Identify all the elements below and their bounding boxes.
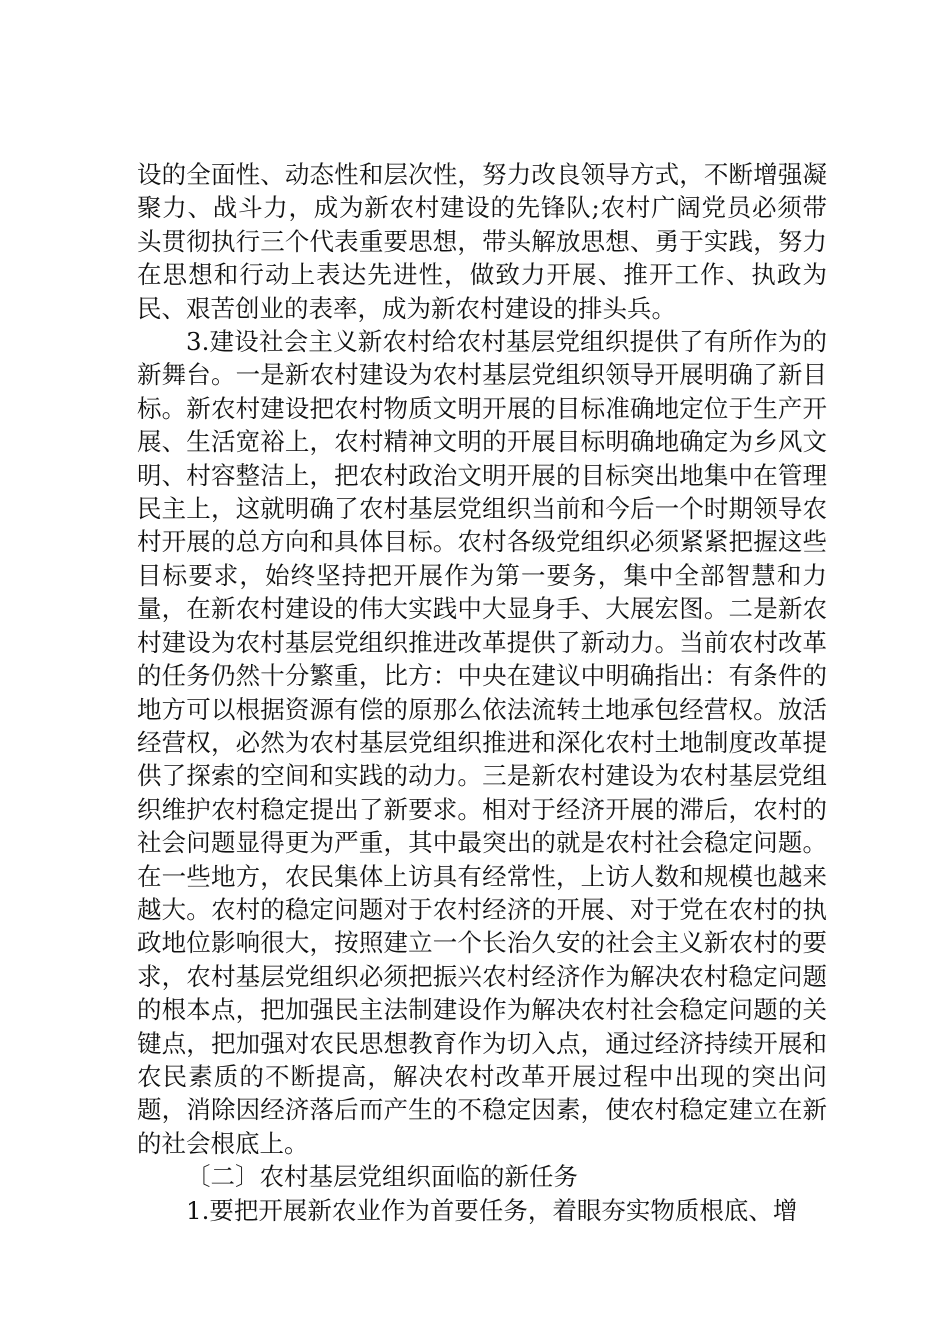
paragraph-task-1: 1.要把开展新农业作为首要任务，着眼夯实物质根底、增 xyxy=(186,1195,798,1225)
paragraph-continuation: 设的全面性、动态性和层次性，努力改良领导方式，不断增强凝聚力、战斗力，成为新农村建设的先锋队;农村广阔党员必须带头贯彻执行三个代表重要思想，带头解放思想、勇于实践，努力在思想和行动上表达先进性，做致力开展、推开工作、执政为民、艰苦创业的表率，成为新农村建设的排头兵。 xyxy=(137,160,827,323)
section-heading-new-tasks: 〔二〕农村基层党组织面临的新任务 xyxy=(186,1162,578,1192)
document-body xyxy=(137,158,827,1227)
paragraph-section-3: 3.建设社会主义新农村给农村基层党组织提供了有所作为的新舞台。一是新农村建设为农村基层党组织领导开展明确了新目标。新农村建设把农村物质文明开展的目标准确地定位于生产开展、生活宽裕上，农村精神文明的开展目标明确地确定为乡风文明、村容整洁上，把农村政治文明开展的目标突出地集中在管理民主上，这就明确了农村基层党组织当前和今后一个时期领导农村开展的总方向和具体目标。农村各级党组织必须紧紧把握这些目标要求，始终坚持把开展作为第一要务，集中全部智慧和力量，在新农村建设的伟大实践中大显身手、大展宏图。二是新农村建设为农村基层党组织推进改革提供了新动力。当前农村改革的任务仍然十分繁重，比方：中央在建议中明确指出：有条件的地方可以根据资源有偿的原那么依法流转土地承包经营权。放活经营权，必然为农村基层党组织推进和深化农村土地制度改革提供了探索的空间和实践的动力。三是新农村建设为农村基层党组织维护农村稳定提出了新要求。相对于经济开展的滞后，农村的社会问题显得更为严重，其中最突出的就是农村社会稳定问题。在一些地方，农民集体上访具有经常性，上访人数和规模也越来越大。农村的稳定问题对于农村经济的开展、对于党在农村的执政地位影响很大，按照建立一个长治久安的社会主义新农村的要求，农村基层党组织必须把振兴农村经济作为解决农村稳定问题的根本点，把加强民主法制建设作为解决农村社会稳定问题的关键点，把加强对农民思想教育作为切入点，通过经济持续开展和农民素质的不断提高，解决农村改革开展过程中出现的突出问题，消除因经济落后而产生的不稳定因素，使农村稳定建立在新的社会根底上。 xyxy=(137,327,827,1158)
